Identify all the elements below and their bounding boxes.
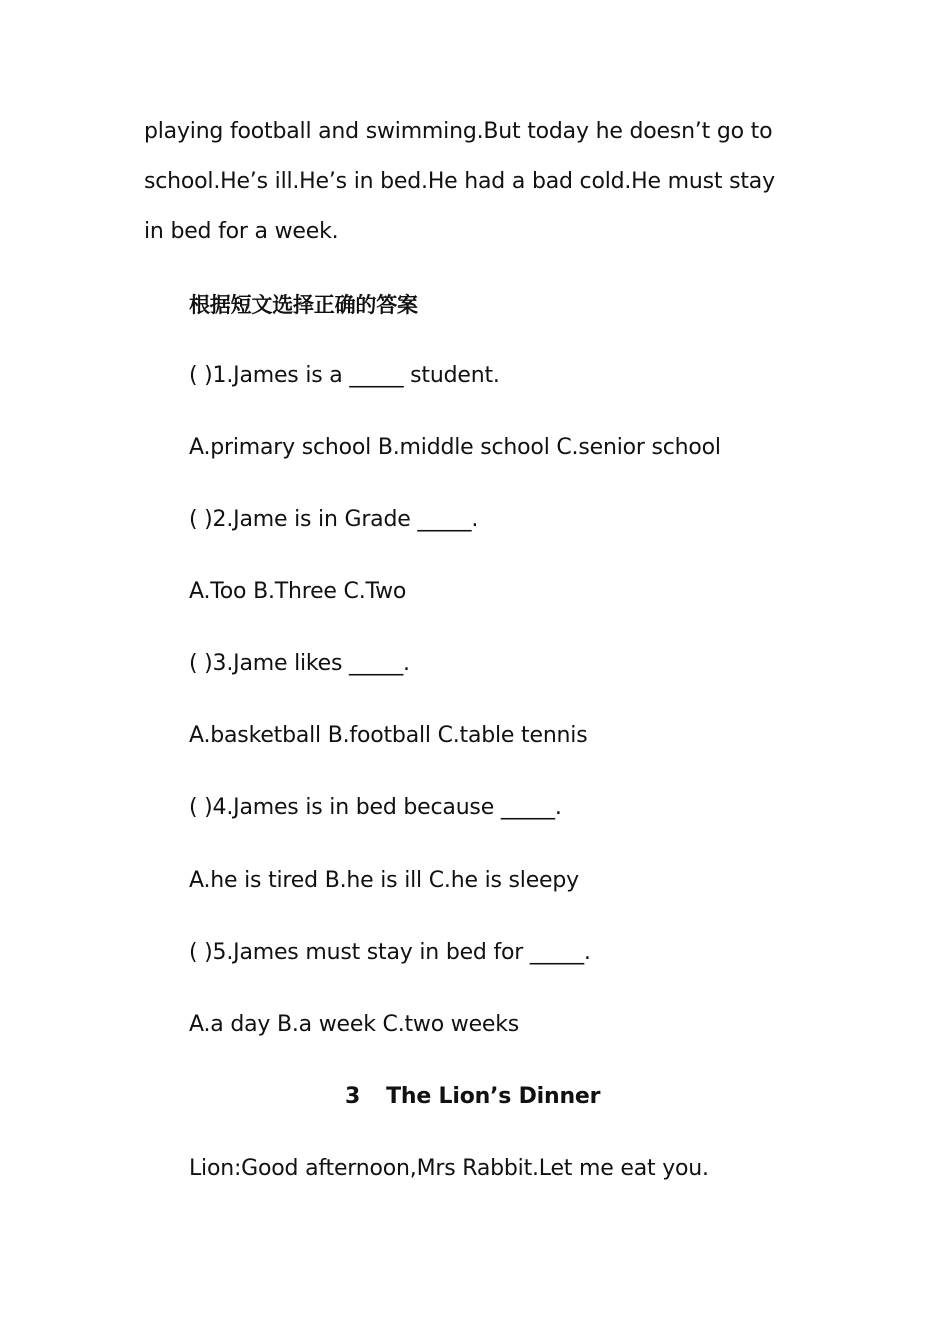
options-4: A.he is tired B.he is ill C.he is sleepy: [189, 868, 579, 893]
options-2: A.Too B.Three C.Two: [189, 579, 407, 604]
question-3: ( )3.Jame likes _____.: [189, 651, 410, 676]
passage-line: playing football and swimming.But today he doesn’t go to: [144, 119, 773, 144]
question-2: ( )2.Jame is in Grade _____.: [189, 507, 479, 532]
section-title-text: The Lion’s Dinner: [386, 1084, 601, 1109]
question-4: ( )4.James is in bed because _____.: [189, 795, 562, 820]
dialogue-line: Lion:Good afternoon,Mrs Rabbit.Let me eat you.: [189, 1156, 709, 1181]
passage-line: in bed for a week.: [144, 219, 339, 244]
passage-line: school.He’s ill.He’s in bed.He had a bad cold.He must stay: [144, 169, 775, 194]
question-1: ( )1.James is a _____ student.: [189, 363, 500, 388]
options-1: A.primary school B.middle school C.senior school: [189, 435, 721, 460]
options-5: A.a day B.a week C.two weeks: [189, 1012, 520, 1037]
section-number: 3: [345, 1084, 361, 1109]
question-5: ( )5.James must stay in bed for _____.: [189, 940, 591, 965]
options-3: A.basketball B.football C.table tennis: [189, 723, 588, 748]
section-title: [345, 1083, 600, 1111]
exercise-heading: 根据短文选择正确的答案: [189, 293, 418, 317]
